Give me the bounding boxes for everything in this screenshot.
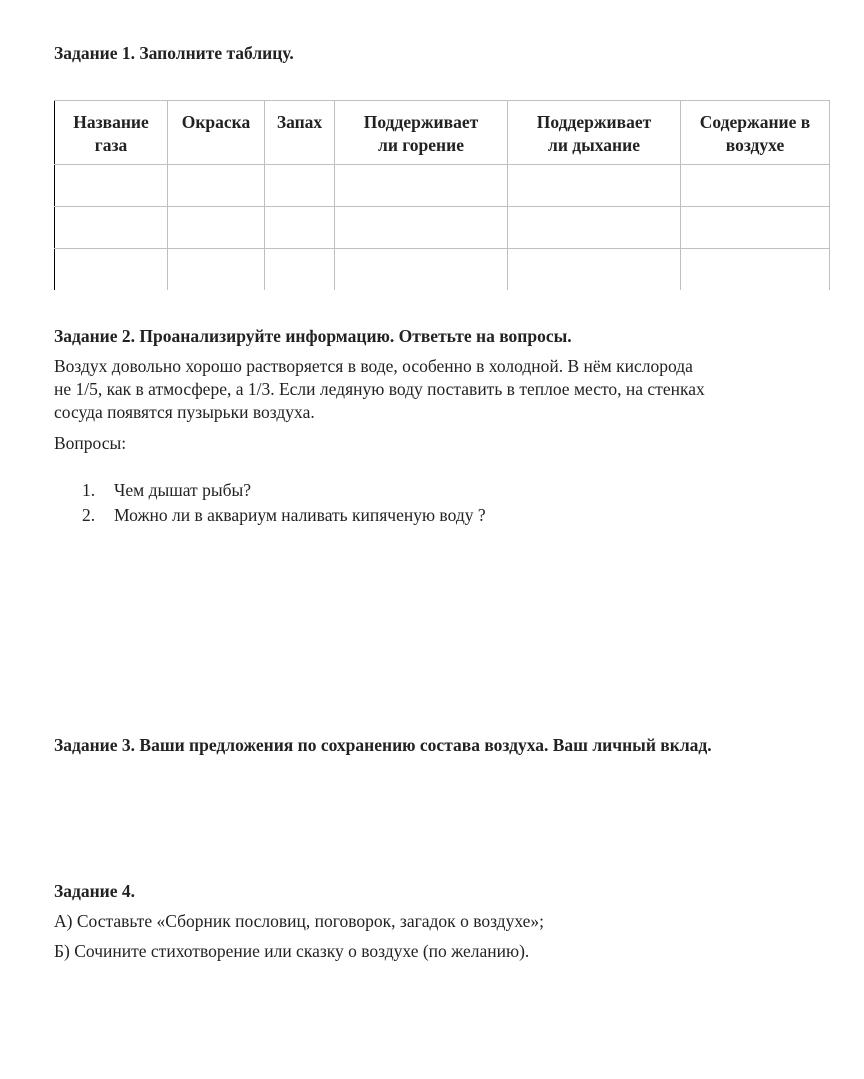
question-text: Чем дышат рыбы? — [114, 480, 252, 500]
table-cell — [55, 249, 168, 291]
column-header-supports-breathing: Поддерживает ли дыхание — [508, 101, 681, 165]
column-header-smell: Запах — [265, 101, 335, 165]
table-cell — [335, 207, 508, 249]
table-cell — [508, 249, 681, 291]
gas-table — [54, 100, 830, 290]
table-cell — [508, 165, 681, 207]
table-cell — [265, 249, 335, 291]
task2-text-line: сосуда появятся пузырьки воздуха. — [54, 402, 315, 422]
task1-heading: Задание 1. Заполните таблицу. — [54, 43, 294, 63]
table-row — [55, 165, 830, 207]
task4-item-b: Б) Сочините стихотворение или сказку о воздухе (по желанию). — [54, 941, 530, 961]
list-item — [54, 503, 486, 528]
task2-text-line: не 1/5, как в атмосфере, а 1/3. Если ледяную воду поставить в теплое место, на стенках — [54, 379, 705, 399]
table-cell — [335, 249, 508, 291]
table-cell — [265, 207, 335, 249]
table-cell — [508, 207, 681, 249]
column-header-gas-name: Название газа — [55, 101, 168, 165]
task2-heading: Задание 2. Проанализируйте информацию. Ответьте на вопросы. — [54, 326, 572, 346]
table-row — [55, 249, 830, 291]
task4-heading: Задание 4. — [54, 881, 136, 901]
table-header-row — [55, 101, 830, 165]
table-cell — [55, 207, 168, 249]
table-cell — [168, 249, 265, 291]
question-number: 1. — [82, 480, 96, 500]
questions-list — [54, 478, 486, 528]
column-header-color: Окраска — [168, 101, 265, 165]
questions-label: Вопросы: — [54, 433, 127, 453]
task2-text-line: Воздух довольно хорошо растворяется в воде, особенно в холодной. В нём кислорода — [54, 356, 693, 376]
table-cell — [681, 165, 830, 207]
table-cell — [335, 165, 508, 207]
table-cell — [681, 207, 830, 249]
table-cell — [681, 249, 830, 291]
task4-item-a: А) Составьте «Сборник пословиц, поговорок, загадок о воздухе»; — [54, 911, 545, 931]
table-cell — [265, 165, 335, 207]
question-text: Можно ли в аквариум наливать кипяченую воду ? — [114, 505, 486, 525]
table-cell — [55, 165, 168, 207]
question-number: 2. — [82, 505, 96, 525]
list-item — [54, 478, 486, 503]
table-cell — [168, 165, 265, 207]
column-header-content-in-air: Содержание в воздухе — [681, 101, 830, 165]
task3-heading: Задание 3. Ваши предложения по сохранению состава воздуха. Ваш личный вклад. — [54, 735, 712, 755]
column-header-supports-burning: Поддерживает ли горение — [335, 101, 508, 165]
table-cell — [168, 207, 265, 249]
table-row — [55, 207, 830, 249]
